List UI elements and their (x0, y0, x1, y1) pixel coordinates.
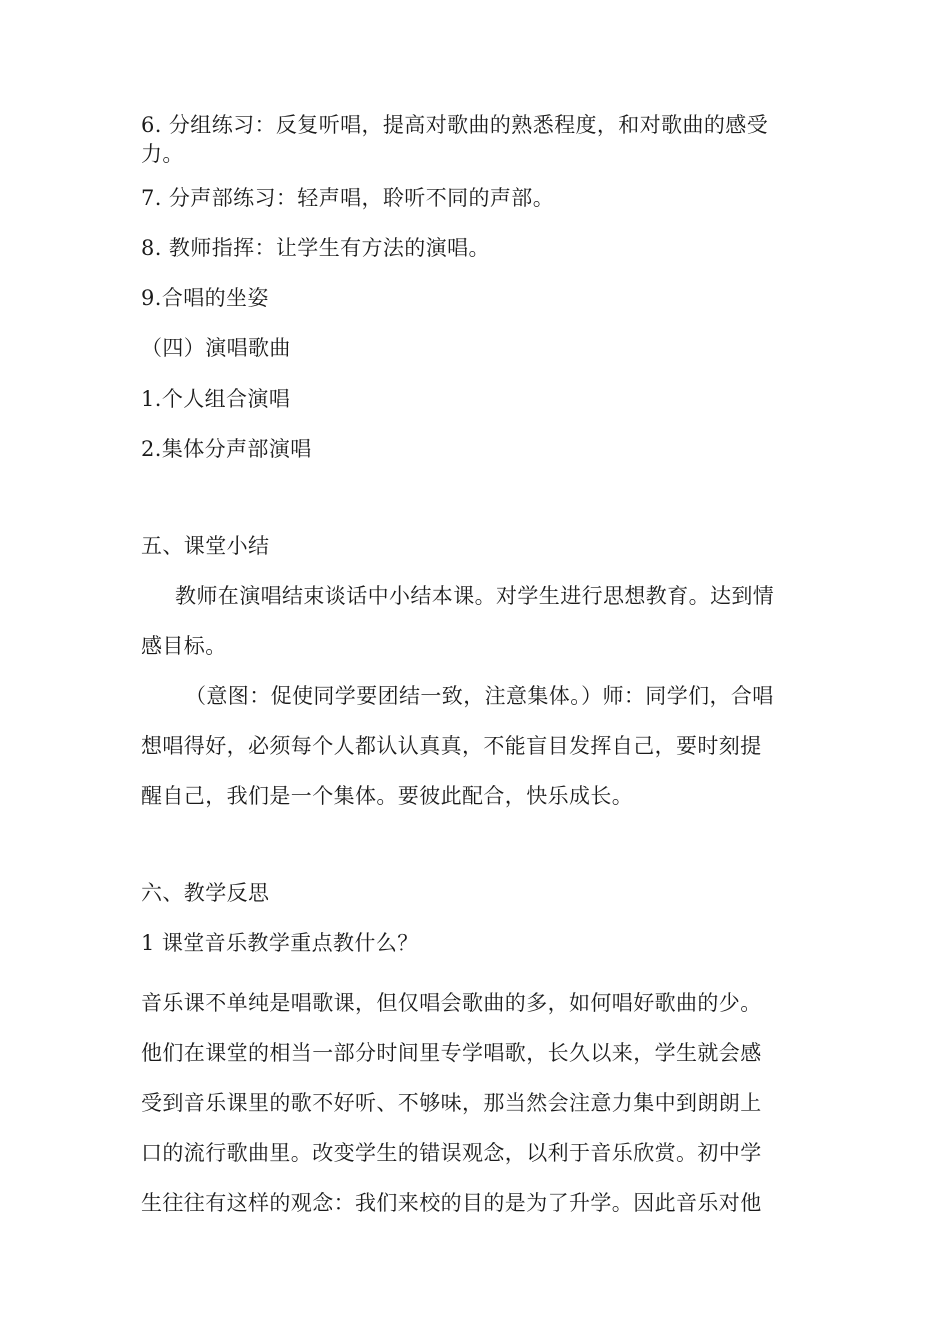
sub-item-2: 2.集体分声部演唱 (141, 437, 312, 461)
paragraph-reflection-line-1: 音乐课不单纯是唱歌课，但仅唱会歌曲的多，如何唱好歌曲的少。 (141, 991, 762, 1015)
paragraph-intent-line-2: 想唱得好，必须每个人都认认真真，不能盲目发挥自己，要时刻提 (141, 734, 762, 758)
list-item-6: 6. 分组练习：反复听唱，提高对歌曲的熟悉程度，和对歌曲的感受 (141, 113, 769, 137)
sub-item-1: 1.个人组合演唱 (141, 387, 291, 411)
paragraph-reflection-line-5: 生往往有这样的观念：我们来校的目的是为了升学。因此音乐对他 (141, 1191, 762, 1215)
list-item-8: 8. 教师指挥：让学生有方法的演唱。 (141, 236, 490, 260)
paragraph-reflection-line-2: 他们在课堂的相当一部分时间里专学唱歌，长久以来，学生就会感 (141, 1041, 762, 1065)
section-heading-4: （四）演唱歌曲 (141, 336, 291, 360)
reflection-question-1: 1 课堂音乐教学重点教什么？ (141, 931, 419, 955)
list-item-9: 9.合唱的坐姿 (141, 286, 269, 310)
list-item-7: 7. 分声部练习：轻声唱，聆听不同的声部。 (141, 186, 555, 210)
list-item-6-continued: 力。 (141, 142, 184, 166)
paragraph-summary-line-2: 感目标。 (141, 634, 227, 658)
section-heading-5: 五、课堂小结 (141, 534, 270, 558)
paragraph-summary-line-1: 教师在演唱结束谈话中小结本课。对学生进行思想教育。达到情 (175, 584, 775, 608)
section-heading-6: 六、教学反思 (141, 881, 270, 905)
paragraph-reflection-line-3: 受到音乐课里的歌不好听、不够味，那当然会注意力集中到朗朗上 (141, 1091, 762, 1115)
paragraph-intent-line-3: 醒自己，我们是一个集体。要彼此配合，快乐成长。 (141, 784, 634, 808)
paragraph-intent-line-1: （意图：促使同学要团结一致，注意集体。）师：同学们，合唱 (185, 684, 774, 708)
paragraph-reflection-line-4: 口的流行歌曲里。改变学生的错误观念，以利于音乐欣赏。初中学 (141, 1141, 762, 1165)
